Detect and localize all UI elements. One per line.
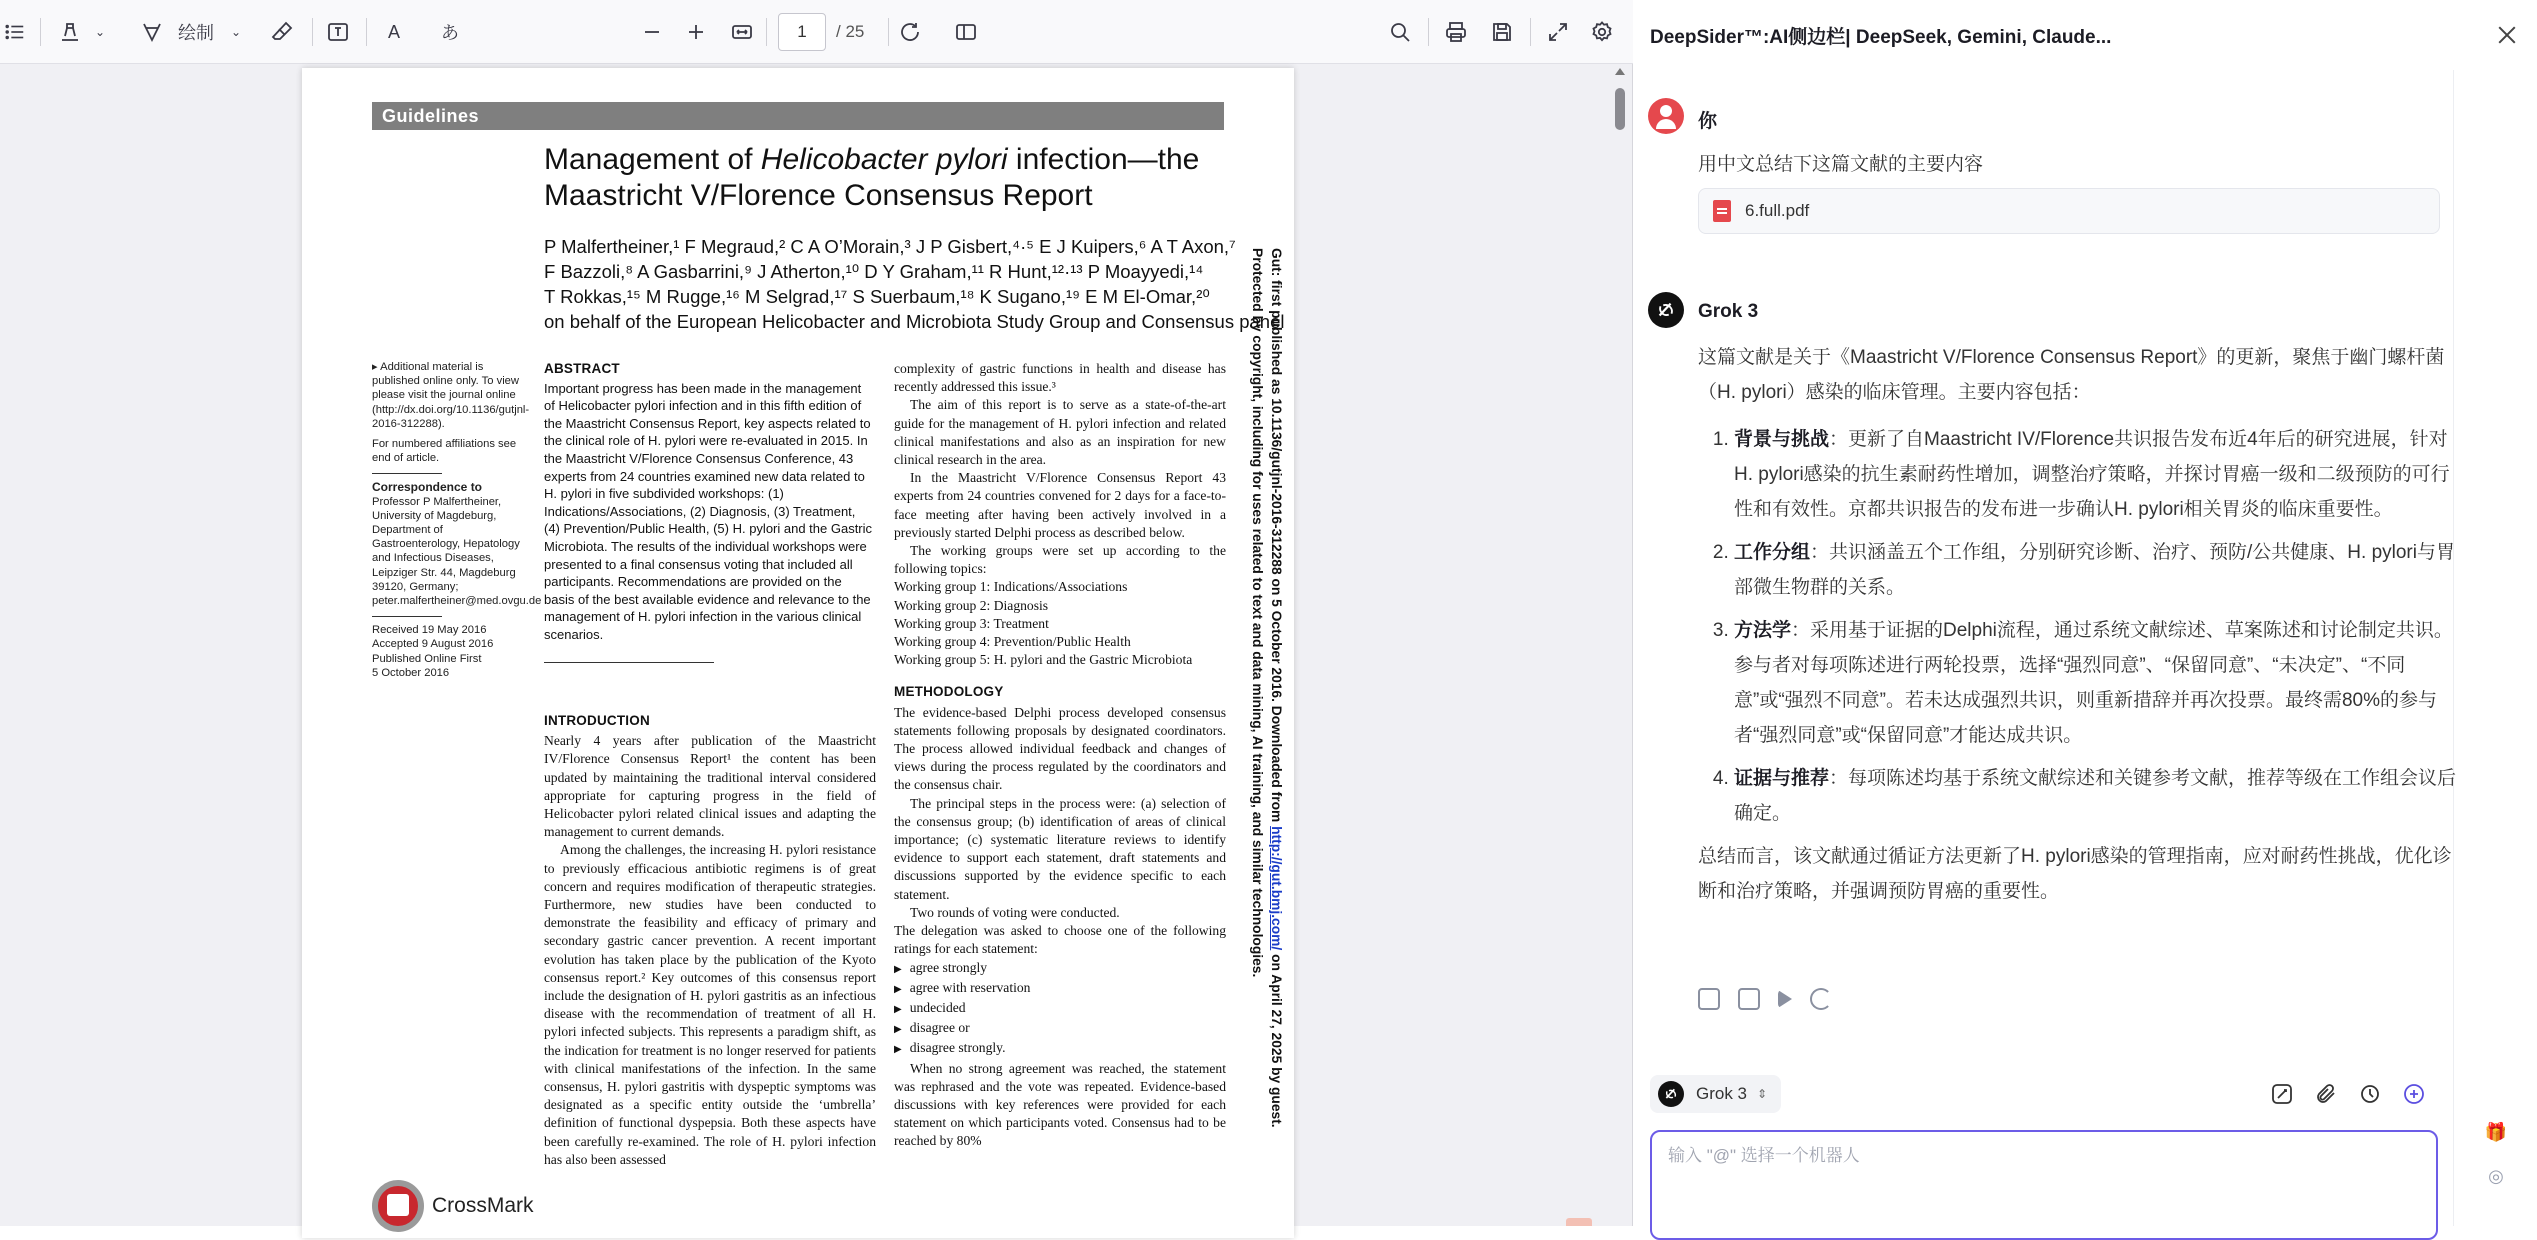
rating-item: ▶ agree with reservation bbox=[894, 979, 1226, 999]
play-icon[interactable] bbox=[1778, 990, 1792, 1008]
gut-bmj-link[interactable]: http://gut.bmj.com/ bbox=[1269, 826, 1284, 951]
grok-logo-icon bbox=[1655, 299, 1677, 321]
abstract-heading: ABSTRACT bbox=[544, 361, 620, 376]
annotation-marker[interactable] bbox=[1566, 1218, 1592, 1226]
bot-name: Grok 3 bbox=[1698, 301, 1759, 322]
copy-icon[interactable] bbox=[1698, 988, 1720, 1010]
crossmark-badge[interactable] bbox=[372, 1180, 534, 1232]
answer-point bbox=[1734, 613, 2458, 753]
draw-button[interactable]: 绘制 bbox=[178, 23, 214, 43]
sidebar-header bbox=[1634, 0, 2537, 70]
toolbar-divider bbox=[312, 18, 313, 46]
author-line: F Bazzoli,⁸ A Gasbarrini,⁹ J Atherton,¹⁰ D Y Graham,¹¹ R Hunt,¹²·¹³ P Moayyedi,¹⁴ bbox=[544, 261, 1204, 282]
title-line2: Maastricht V/Florence Consensus Report bbox=[544, 179, 1093, 212]
chat-input[interactable] bbox=[1668, 1146, 2408, 1166]
title-line1-italic: Helicobacter pylori bbox=[760, 143, 1008, 176]
toolbar-divider bbox=[766, 18, 767, 46]
chevron-down-icon[interactable]: ⌄ bbox=[94, 25, 106, 39]
chat-input-box[interactable] bbox=[1650, 1130, 2438, 1240]
methodology-heading: METHODOLOGY bbox=[894, 684, 1004, 700]
model-label: Grok 3 bbox=[1696, 1084, 1748, 1103]
received-date: Received 19 May 2016 bbox=[372, 624, 487, 637]
pdf-page bbox=[302, 68, 1294, 1238]
toolbar-divider bbox=[888, 18, 889, 46]
working-group-item: Working group 3: Treatment bbox=[894, 615, 1049, 631]
answer-point bbox=[1734, 535, 2458, 605]
answer-summary: 总结而言，该文献通过循证方法更新了H. pylori感染的管理指南，应对耐药性挑战，优化诊断和治疗策略，并强调预防胃癌的重要性。 bbox=[1698, 846, 2452, 902]
answer-point bbox=[1734, 422, 2458, 527]
note-divider bbox=[372, 473, 442, 474]
body-paragraph: complexity of gastric functions in health and disease has recently addressed this issue.³ bbox=[894, 361, 1226, 395]
zoom-out-icon[interactable] bbox=[638, 14, 666, 50]
answer-point bbox=[1734, 761, 2458, 831]
page-total: / 25 bbox=[836, 22, 865, 41]
working-group-item: Working group 1: Indications/Associations bbox=[894, 579, 1128, 595]
scrollbar-thumb[interactable] bbox=[1615, 88, 1625, 130]
save-icon[interactable] bbox=[1488, 14, 1516, 50]
pdf-attachment[interactable] bbox=[1698, 188, 2440, 234]
point-heading: 背景与挑战 bbox=[1734, 429, 1830, 450]
paper-title bbox=[544, 142, 1224, 214]
model-selector[interactable] bbox=[1650, 1075, 1781, 1113]
attachment-name: 6.full.pdf bbox=[1745, 201, 1810, 220]
grok-logo-icon bbox=[1658, 1081, 1684, 1107]
paper-side-notes bbox=[372, 360, 542, 680]
toolbar-divider bbox=[1428, 18, 1429, 46]
search-icon[interactable] bbox=[1386, 14, 1414, 50]
body-paragraph: The evidence-based Delphi process developed consensus statements following proposals by designated coordinators. The process allowed individual feedback and changes of views during the process regulated by the coordinators and the consensus chair. bbox=[894, 704, 1226, 793]
rating-item: ▶ agree strongly bbox=[894, 959, 1226, 979]
abstract-section bbox=[544, 360, 874, 644]
target-icon[interactable]: ◎ bbox=[2488, 1165, 2504, 1186]
sidebar-rail bbox=[2453, 70, 2537, 1226]
intro-paragraph: Nearly 4 years after publication of the Maastricht IV/Florence Consensus Report¹ the content has been updated by maintaining the traditional interval considered appropriate for capturing progress in the field of Helicobacter pylori related clinical issues and adapting the management to current demands. bbox=[544, 733, 876, 840]
point-heading: 工作分组 bbox=[1734, 542, 1811, 563]
published-date: 5 October 2016 bbox=[372, 666, 450, 679]
abstract-text: Important progress has been made in the management of Helicobacter pylori infection and in this fifth edition of the Maastricht Consensus Report, key aspects related to the clinical role of H. pylori were re-evaluated in 2015. In the Maastricht V/Florence Consensus Conference, 43 experts from 24 countries examined new data related to H. pylori in five subdivided workshops: (1) Indications/Associations, (2) Diagnosis, (3) Treatment, (4) Prevention/Public Health, (5) H. pylori and the Gastric Microbiota. The results of the individual workshops were presented to a final consensus voting that included all participants. Recommendations are provided on the basis of the best available evidence and relevance to the management of H. pylori infection in the various clinical scenarios. bbox=[544, 380, 873, 642]
body-paragraph: The aim of this report is to serve as a state-of-the-art guide for the management of H. pylori infection and related clinical manifestations and also as an inspiration for new clinical research in the area. bbox=[894, 397, 1226, 468]
crossmark-label: CrossMark bbox=[432, 1194, 534, 1217]
note-divider bbox=[372, 616, 442, 617]
chevron-down-icon[interactable]: ⌄ bbox=[230, 25, 242, 39]
accepted-date: Accepted 9 August 2016 bbox=[372, 638, 494, 651]
sidebar-toggle-icon[interactable] bbox=[952, 14, 980, 50]
title-line1-post: infection—the bbox=[1007, 143, 1200, 176]
history-icon[interactable] bbox=[2356, 1080, 2384, 1108]
working-group-item: Working group 4: Prevention/Public Health bbox=[894, 634, 1131, 650]
attach-icon[interactable] bbox=[2312, 1080, 2340, 1108]
fullscreen-icon[interactable] bbox=[1544, 14, 1572, 50]
correspondence-heading: Correspondence to bbox=[372, 480, 483, 495]
toolbar-divider bbox=[366, 18, 367, 46]
ai-sidebar bbox=[1634, 0, 2537, 1226]
settings-gear-icon[interactable] bbox=[1588, 14, 1616, 50]
read-aloud-icon[interactable]: A bbox=[387, 21, 400, 42]
draw-icon[interactable] bbox=[138, 14, 166, 50]
toolbar-divider bbox=[40, 18, 41, 46]
abstract-divider bbox=[544, 662, 714, 663]
zoom-in-icon[interactable] bbox=[682, 14, 710, 50]
translate-icon[interactable]: あ bbox=[441, 23, 459, 43]
section-label: Guidelines bbox=[372, 102, 1224, 130]
right-column bbox=[894, 360, 1226, 1151]
outline-icon[interactable] bbox=[4, 14, 26, 50]
rating-item: ▶ disagree strongly. bbox=[894, 1039, 1226, 1059]
sidebar-title: DeepSider™:AI侧边栏| DeepSeek, Gemini, Claude... bbox=[1650, 27, 2112, 48]
user-name: 你 bbox=[1698, 111, 1718, 132]
user-message: 用中文总结下这篇文献的主要内容 bbox=[1698, 154, 1984, 175]
new-conversation-icon[interactable] bbox=[2400, 1080, 2428, 1108]
author-line: T Rokkas,¹⁵ M Rugge,¹⁶ M Selgrad,¹⁷ S Suerbaum,¹⁸ K Sugano,¹⁹ E M El-Omar,²⁰ bbox=[544, 286, 1210, 307]
title-line1-pre: Management of bbox=[544, 143, 761, 176]
download-side-note bbox=[1244, 248, 1286, 1188]
body-paragraph: The principal steps in the process were: (a) selection of the consensus group; (b) identification of areas of clinical importance; (c) systematic literature reviews to identify evidence to support each statement, draft statements and discussions supported by the evidence specific to each statement. bbox=[894, 795, 1226, 902]
introduction-section bbox=[544, 712, 876, 1169]
gift-icon[interactable]: 🎁 bbox=[2484, 1121, 2508, 1142]
fit-page-icon[interactable] bbox=[728, 14, 756, 50]
answer-list bbox=[1698, 422, 2458, 831]
author-line: P Malfertheiner,¹ F Megraud,² C A O’Morain,³ J P Gisbert,⁴·⁵ E J Kuipers,⁶ A T Axon,⁷ bbox=[544, 236, 1236, 257]
body-paragraph: The delegation was asked to choose one of the following ratings for each statement: bbox=[894, 923, 1226, 957]
pdf-toolbar bbox=[0, 0, 1633, 64]
bot-answer bbox=[1698, 340, 2458, 909]
working-group-item: Working group 2: Diagnosis bbox=[894, 597, 1049, 613]
body-paragraph: Two rounds of voting were conducted. bbox=[910, 904, 1120, 920]
intro-paragraph: Among the challenges, the increasing H. pylori resistance to previously efficacious antibiotic regimens is of great concern and requires modification of therapeutic strategies. Furthermore, new studies have been conducted to demonstrate the feasibility and efficacy of primary and secondary gastric cancer prevention. A recent important evolution has taken place by the publication of the Kyoto consensus report.² Key outcomes of this consensus report include the designation of H. pylori gastritis as an infectious disease with the recommendation of treatment of all H. pylori infected subjects. This represents a paradigm shift, as the indication for treatment is no longer reserved for patients with clinical manifestations of the infection. In the same consensus, H. pylori gastritis with dyspeptic symptoms was designated as a specific entity outside the ‘umbrella’ definition of functional dyspepsia. Both these aspects have been carefully re-examined. The role of H. pylori infection has also been assessed bbox=[544, 842, 876, 1167]
rotate-icon[interactable] bbox=[896, 14, 924, 50]
toolbar-divider bbox=[1530, 18, 1531, 46]
point-heading: 方法学 bbox=[1734, 620, 1792, 641]
user-avatar bbox=[1648, 98, 1684, 134]
published-label: Published Online First bbox=[372, 652, 482, 665]
crossmark-icon bbox=[372, 1180, 424, 1232]
body-paragraph: When no strong agreement was reached, the statement was rephrased and the vote was repeated. Evidence-based discussions with key references were provided for each statement on which participants voted. Consensus had to be reached by 80% bbox=[894, 1060, 1226, 1149]
point-heading: 证据与推荐 bbox=[1734, 768, 1830, 789]
working-group-item: Working group 5: H. pylori and the Gastric Microbiota bbox=[894, 652, 1193, 668]
additional-material-note: ▸ Additional material is published online only. To view please visit the journal online (http://dx.doi.org/10.1136/gutjnl-2016-312288). bbox=[372, 361, 530, 430]
point-text: ：共识涵盖五个工作组，分别研究诊断、治疗、预防/公共健康、H. pylori与胃部微生物群的关系。 bbox=[1734, 542, 2455, 598]
highlight-icon[interactable] bbox=[56, 14, 84, 50]
regenerate-icon[interactable] bbox=[1810, 988, 1832, 1010]
text-box-icon[interactable] bbox=[324, 14, 352, 50]
chevron-updown-icon: ⇕ bbox=[1757, 1087, 1768, 1101]
new-chat-icon[interactable] bbox=[2268, 1080, 2296, 1108]
author-line: on behalf of the European Helicobacter and Microbiota Study Group and Consensus panel bbox=[544, 311, 1285, 332]
introduction-heading: INTRODUCTION bbox=[544, 713, 650, 728]
save-note-icon[interactable] bbox=[1738, 988, 1760, 1010]
body-paragraph: In the Maastricht V/Florence Consensus Report 43 experts from 24 countries convened for 2 days for a face-to-face meeting after having been actively involved in a previously started Delphi process as described below. bbox=[894, 470, 1226, 540]
page-number-input[interactable]: 1 bbox=[778, 13, 826, 51]
vertical-scrollbar[interactable] bbox=[1613, 64, 1627, 1226]
close-icon[interactable] bbox=[2494, 22, 2520, 48]
eraser-icon[interactable] bbox=[268, 14, 296, 50]
rating-item: ▶ disagree or bbox=[894, 1019, 1226, 1039]
scroll-up-arrow-icon[interactable] bbox=[1615, 68, 1625, 75]
correspondence-text: Professor P Malfertheiner, University of Magdeburg, Department of Gastroenterology, Hepatology and Infectious Diseases, Leipziger Str. 44, Magdeburg 39120, Germany; peter.malfertheiner@med.ovgu.de bbox=[372, 495, 542, 608]
point-text: ：采用基于证据的Delphi流程，通过系统文献综述、草案陈述和讨论制定共识。参与者对每项陈述进行两轮投票，选择“强烈同意”、“保留同意”、“未决定”、“不同意”或“强烈不同意”。若未达成强烈共识，则重新措辞并再次投票。最终需80%的参与者“强烈同意”或“保留同意”才能达成共识。 bbox=[1734, 620, 2453, 746]
print-icon[interactable] bbox=[1442, 14, 1470, 50]
affiliations-note: For numbered affiliations see end of article. bbox=[372, 438, 517, 465]
rating-item: ▶ undecided bbox=[894, 999, 1226, 1019]
grok-avatar bbox=[1648, 292, 1684, 328]
point-text: ：每项陈述均基于系统文献综述和关键参考文献，推荐等级在工作组会议后确定。 bbox=[1734, 768, 2457, 824]
pdf-scroll-area[interactable] bbox=[0, 64, 1633, 1226]
point-text: ：更新了自Maastricht IV/Florence共识报告发布近4年后的研究进展，针对H. pylori感染的抗生素耐药性增加，调整治疗策略，并探讨胃癌一级和二级预防的可行性和有效性。京都共识报告的发布进一步确认H. pylori相关胃炎的临床重要性。 bbox=[1734, 429, 2450, 520]
answer-intro: 这篇文献是关于《Maastricht V/Florence Consensus Report》的更新，聚焦于幽门螺杆菌（H. pylori）感染的临床管理。主要内容包括： bbox=[1698, 347, 2445, 403]
pdf-file-icon bbox=[1713, 200, 1731, 222]
message-actions bbox=[1698, 988, 1832, 1010]
side-note-text: Gut: first published as 10.1136/gutjnl-2016-312288 on 5 October 2016. Downloaded from bbox=[1269, 248, 1284, 827]
author-list bbox=[544, 234, 1285, 334]
side-note-text: on April 27, 2025 by guest. Protected by copyright, including for uses related to text and data mining, AI training, and similar technologies. bbox=[1250, 248, 1284, 1128]
body-paragraph: The working groups were set up according to the following topics: bbox=[894, 543, 1226, 577]
